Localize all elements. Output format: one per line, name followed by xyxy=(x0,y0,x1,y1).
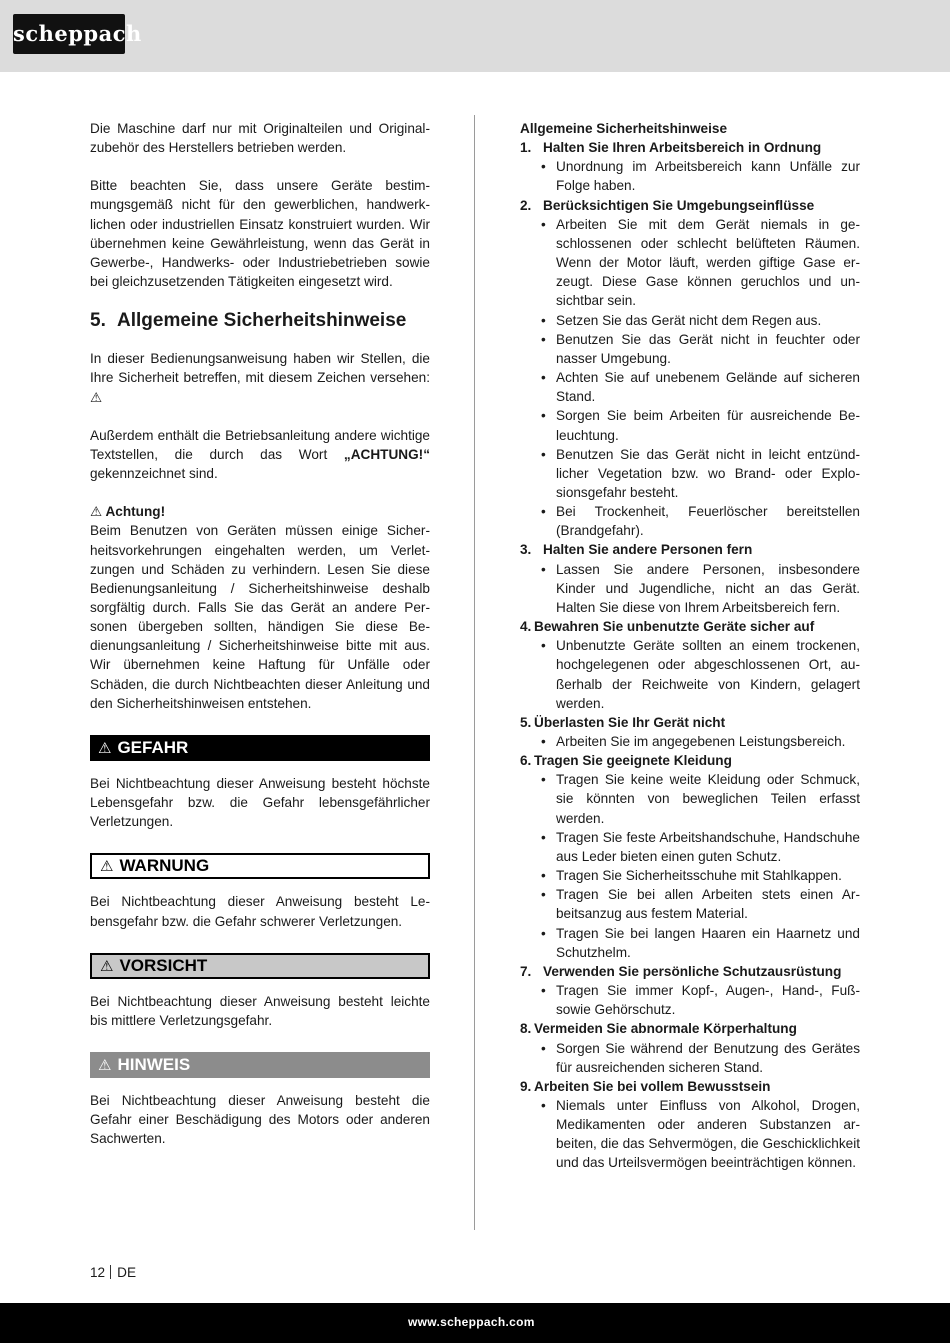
safety-item-title xyxy=(520,751,860,770)
warnung-text: Bei Nichtbeachtung dieser Anweisung besteht Lebensgefahr bzw. die Gefahr schwerer Verletzungen. xyxy=(90,894,430,929)
brand-logo: scheppach xyxy=(13,14,125,54)
safety-item-heading: Tragen Sie geeignete Kleidung xyxy=(534,753,732,769)
safety-item-heading: Halten Sie andere Personen fern xyxy=(543,542,753,558)
bullet-text: Arbeiten Sie im angegebenen Leistungsbereich. xyxy=(556,734,846,749)
intro-paragraph-2: Bitte beachten Sie, dass unsere Geräte bestimmungsgemäß nicht für den gewerblichen, handwerklichen oder industriellen Einsatz konstruiert wurden. Wir übernehmen keine Gewährleistung, wenn das Gerät in Gewerbe-, Handwerks- oder Industriebetrieben sowie bei gleichzusetzenden Tätigkeiten eingesetzt wird. xyxy=(90,178,430,290)
safety-item-heading: Überlasten Sie Ihr Gerät nicht xyxy=(534,714,726,730)
safety-item-title xyxy=(520,196,860,215)
safety-item-number: 2. xyxy=(520,197,532,213)
left-column xyxy=(90,119,430,1148)
bullet-icon: • xyxy=(541,159,546,175)
warning-triangle-icon: ⚠ xyxy=(98,1057,112,1074)
safety-item-number: 9. xyxy=(520,1078,532,1094)
bullet-item xyxy=(520,828,860,866)
bullet-text: Tragen Sie bei allen Arbeiten stets einen Arbeitsanzug aus festem Material. xyxy=(556,887,860,922)
bullet-icon: • xyxy=(541,734,546,749)
safety-item-number: 5. xyxy=(520,714,532,730)
safety-item-heading: Verwenden Sie persönliche Schutzausrüstung xyxy=(543,963,842,979)
bullet-item xyxy=(520,770,860,827)
right-column xyxy=(520,119,860,1173)
bullet-icon: • xyxy=(541,983,546,999)
warnung-box xyxy=(90,853,430,879)
bullet-text: Unbenutzte Geräte sollten an einem trockenen, hochgelegenen oder abgeschlossenen Ort, außerhalb der Reichweite von Kindern, gelagert werden. xyxy=(556,638,860,711)
safety-item-number: 7. xyxy=(520,963,532,979)
bullet-icon: • xyxy=(541,561,546,577)
bullet-text: Tragen Sie feste Arbeitshandschuhe, Handschuhe aus Leder bieten einen guten Schutz. xyxy=(556,829,860,864)
safety-item-heading: Halten Sie Ihren Arbeitsbereich in Ordnung xyxy=(543,140,822,156)
safety-item-number: 4. xyxy=(520,619,532,635)
achtung-label: ⚠ Achtung! xyxy=(90,504,166,520)
bullet-icon: • xyxy=(541,772,546,788)
bullet-icon: • xyxy=(541,925,546,941)
bullet-text: Arbeiten Sie mit dem Gerät niemals in geschlossenen oder schlecht belüfteten Räumen. Wenn der Motor läuft, werden giftige Gase erzeugt. Diese Gase können geruchlos und unsichtbar sein. xyxy=(556,216,860,309)
bullet-icon: • xyxy=(541,1040,546,1056)
hinweis-text: Bei Nichtbeachtung dieser Anweisung besteht die Gefahr einer Beschädigung des Motors oder anderen Sachwerten. xyxy=(90,1093,430,1147)
bullet-icon: • xyxy=(541,887,546,903)
bullet-icon: • xyxy=(541,638,546,654)
bullet-text: Tragen Sie immer Kopf-, Augen-, Hand-, Fußsowie Gehörschutz. xyxy=(556,983,860,1018)
safety-item-title xyxy=(520,1077,860,1096)
vorsicht-label: VORSICHT xyxy=(119,955,208,975)
safety-item-title xyxy=(520,540,860,559)
bullet-text: Niemals unter Einfluss von Alkohol, Drogen, Medikamenten oder anderen Substanzen arbeiten, die das Sehvermögen, die Geschicklichkeit und das Urteilsvermögen beeinträchtigen können. xyxy=(556,1097,860,1171)
bullet-item xyxy=(520,866,860,885)
safety-item-title xyxy=(520,713,860,732)
hinweis-label: HINWEIS xyxy=(117,1055,191,1074)
bullet-item xyxy=(520,157,860,195)
bullet-text: Setzen Sie das Gerät nicht dem Regen aus. xyxy=(556,312,822,328)
bullet-item xyxy=(520,1039,860,1077)
bullet-icon: • xyxy=(541,216,546,232)
column-divider xyxy=(474,115,475,1230)
page-header xyxy=(0,0,950,72)
bullet-item xyxy=(520,445,860,502)
safety-item-title xyxy=(520,962,860,981)
safety-item-number: 6. xyxy=(520,753,532,769)
bullet-icon: • xyxy=(541,408,546,424)
bullet-icon: • xyxy=(541,504,546,520)
gefahr-label: GEFAHR xyxy=(117,737,189,757)
bullet-item xyxy=(520,560,860,617)
safety-item-heading: Berücksichtigen Sie Umgebungseinflüsse xyxy=(543,197,815,213)
bullet-item xyxy=(520,885,860,923)
safety-item-title xyxy=(520,617,860,636)
safety-item-title xyxy=(520,138,860,157)
bullet-icon: • xyxy=(541,1097,546,1113)
section-paragraph-1: In dieser Bedienungsanweisung haben wir Stellen, die Ihre Sicherheit betreffen, mit diesem Zeichen versehen: ⚠ xyxy=(90,351,430,405)
bullet-text: Tragen Sie keine weite Kleidung oder Schmuck, sie könnten von beweglichen Teilen erfasst werden. xyxy=(556,772,860,826)
language-code: DE xyxy=(117,1265,137,1280)
bullet-item xyxy=(520,406,860,444)
safety-item-number: 3. xyxy=(520,542,532,558)
page-number-separator xyxy=(110,1265,111,1279)
bullet-text: Achten Sie auf unebenem Gelände auf sicheren Stand. xyxy=(556,370,860,405)
warning-triangle-icon: ⚠ xyxy=(100,858,114,876)
section-title: Allgemeine Sicherheitshinweise xyxy=(117,310,407,332)
safety-item-number: 8. xyxy=(520,1021,532,1037)
safety-item-title xyxy=(520,1019,860,1038)
warning-triangle-icon: ⚠ xyxy=(100,957,114,975)
safety-item-heading: Bewahren Sie unbenutzte Geräte sicher auf xyxy=(534,619,815,635)
bullet-item xyxy=(520,981,860,1019)
bullet-icon: • xyxy=(541,370,546,386)
bullet-item xyxy=(520,215,860,311)
gefahr-text: Bei Nichtbeachtung dieser Anweisung besteht höchste Lebensgefahr bzw. die Gefahr lebensgefährlicher Verletzungen. xyxy=(90,775,430,830)
bullet-icon: • xyxy=(541,868,546,884)
bullet-item xyxy=(520,732,860,751)
bullet-item xyxy=(520,924,860,962)
warnung-label: WARNUNG xyxy=(119,856,210,876)
bullet-icon: • xyxy=(541,446,546,462)
safety-item-heading: Vermeiden Sie abnormale Körperhaltung xyxy=(534,1021,797,1037)
bullet-item xyxy=(520,636,860,713)
website-link[interactable]: www.scheppach.com xyxy=(408,1315,535,1329)
safety-item-number: 1. xyxy=(520,140,532,156)
bullet-item xyxy=(520,368,860,406)
vorsicht-box xyxy=(90,953,430,979)
section-number: 5. xyxy=(90,310,106,332)
warning-triangle-icon: ⚠ xyxy=(98,739,112,757)
bullet-item xyxy=(520,1096,860,1173)
hinweis-box xyxy=(90,1052,430,1078)
right-column-title: Allgemeine Sicherheitshinweise xyxy=(520,121,727,136)
bullet-text: Tragen Sie bei langen Haaren ein Haarnetz und Schutzhelm. xyxy=(556,925,860,960)
bullet-text: Bei Trockenheit, Feuerlöscher bereitstellen (Brandgefahr). xyxy=(556,504,860,539)
section-heading xyxy=(90,309,430,333)
bullet-text: Benutzen Sie das Gerät nicht in feuchter oder nasser Umgebung. xyxy=(556,331,860,366)
bullet-text: Tragen Sie Sicherheitsschuhe mit Stahlkappen. xyxy=(556,868,842,884)
page-number xyxy=(90,1265,136,1280)
bullet-icon: • xyxy=(541,312,546,328)
bullet-text: Lassen Sie andere Personen, insbesondere Kinder und Jugendliche, nicht an das Gerät. Halten Sie diese von Ihrem Arbeitsbereich fern. xyxy=(556,561,860,615)
bullet-text: Sorgen Sie beim Arbeiten für ausreichende Beleuchtung. xyxy=(556,408,860,443)
bullet-item xyxy=(520,311,860,330)
bullet-icon: • xyxy=(541,331,546,347)
vorsicht-text: Bei Nichtbeachtung dieser Anweisung besteht leichte bis mittlere Verletzungsgefahr. xyxy=(90,993,430,1028)
bullet-item xyxy=(520,502,860,540)
bullet-text: Benutzen Sie das Gerät nicht in leicht entzündlicher Vegetation bzw. wo Brand- oder Explosionsgefahr besteht. xyxy=(556,446,860,500)
achtung-text: Beim Benutzen von Geräten müssen einige Sicherheitsvorkehrungen eingehalten werden, um Verletzungen und Schäden zu verhindern. Lesen Sie diese Bedienungsanleitung / Sicherheitshinweise deshalb sorgfältig durch. Falls Sie das Gerät an andere Personen übergeben sollten, händigen Sie diese Bedienungsanleitung / Sicherheitshinweise bitte mit aus. Wir übernehmen keine Haftung für Unfälle oder Schäden, die durch Nichtbeachten dieser Anleitung und den Sicherheitshinweisen entstehen. xyxy=(90,523,430,711)
section-paragraph-2: Außerdem enthält die Betriebsanleitung andere wichtige Textstellen, die durch das Wort „ACHTUNG!“ gekennzeichnet sind. xyxy=(90,427,430,482)
bullet-text: Unordnung im Arbeitsbereich kann Unfälle zur Folge haben. xyxy=(556,159,860,194)
bullet-icon: • xyxy=(541,829,546,845)
safety-item-heading: Arbeiten Sie bei vollem Bewusstsein xyxy=(534,1078,771,1094)
intro-paragraph-1: Die Maschine darf nur mit Originalteilen und Originalzubehör des Herstellers betrieben werden. xyxy=(90,121,430,156)
bullet-item xyxy=(520,330,860,368)
gefahr-box xyxy=(90,735,430,761)
bullet-text: Sorgen Sie während der Benutzung des Gerätes für ausreichenden sicheren Stand. xyxy=(556,1040,860,1075)
page-number-value: 12 xyxy=(90,1265,106,1280)
